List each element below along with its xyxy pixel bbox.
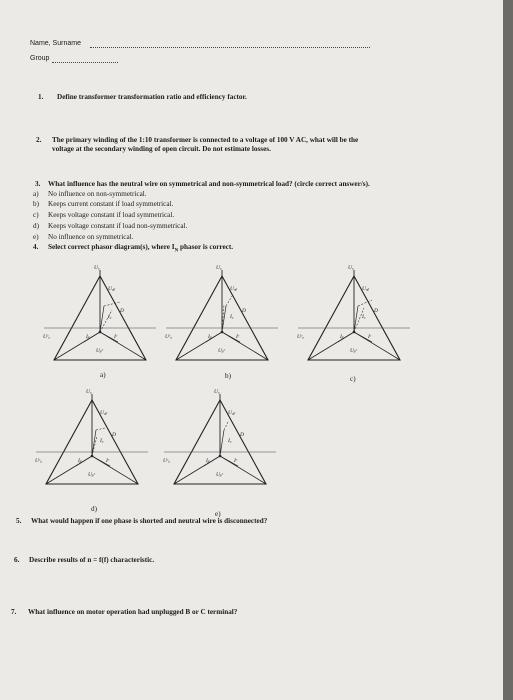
ia-label: Iₐ: [100, 438, 104, 444]
ib-label: Iᵦ: [78, 458, 82, 464]
ubc-label: Uᵦᶜ: [88, 472, 95, 478]
page-edge: [503, 0, 513, 700]
uca-label: Uᶜₐ: [297, 334, 305, 340]
ua-label: Uₐ: [216, 265, 222, 271]
q6-text: Describe results of n = f(f) characteristic.: [29, 556, 155, 564]
q2-text-line2: voltage at the secondary winding of open circuit. Do not estimate losses.: [52, 145, 271, 153]
diagram-b-label: b): [225, 372, 231, 380]
ua-label: Uₐ: [214, 389, 220, 395]
neutral-point: [219, 455, 222, 458]
option-d-letter: d): [33, 222, 39, 230]
q6-number: 6.: [14, 556, 20, 564]
ua-label: Uₐ: [348, 265, 354, 271]
option-a-letter: a): [33, 190, 39, 198]
q2-number: 2.: [36, 136, 42, 144]
in-construction-line: [104, 302, 120, 306]
ia-label: Iₐ: [362, 314, 366, 320]
ic-label: Iᶜ: [236, 334, 240, 340]
option-d-text: Keeps voltage constant if load non-symmetrical.: [48, 222, 188, 230]
d-label: D: [120, 308, 124, 314]
diagram-e-label: e): [215, 510, 221, 518]
d-label: D: [240, 432, 244, 438]
group-label: Group: [30, 55, 50, 62]
uab-label: Uₐᵦ: [100, 410, 108, 416]
q7-text: What influence on motor operation had unplugged B or C terminal?: [28, 608, 238, 616]
phasor-diagram-c[interactable]: [294, 262, 414, 382]
ic-label: Iᶜ: [114, 334, 118, 340]
in-construction-line: [224, 422, 228, 430]
uca-label: Uᶜₐ: [165, 334, 173, 340]
d-label: D: [242, 308, 246, 314]
phasor-diagram-b[interactable]: [162, 262, 282, 382]
diagram-a-label: a): [100, 371, 106, 379]
option-e-text: No influence on symmetrical.: [48, 233, 134, 241]
q7-number: 7.: [11, 608, 17, 616]
phasor-diagram-d[interactable]: [32, 386, 152, 506]
phasor-diagram-a[interactable]: [40, 262, 160, 382]
in-construction-line: [96, 428, 105, 430]
ia-label: Iₐ: [108, 314, 112, 320]
q3-text: What influence has the neutral wire on symmetrical and non-symmetrical load? (circle correct answer/s).: [48, 180, 370, 188]
diagram-d-label: d): [91, 505, 97, 513]
uca-label: Uᶜₐ: [163, 458, 171, 464]
option-a-text: No influence on non-symmetrical.: [48, 190, 147, 198]
ubc-label: Uᵦᶜ: [218, 348, 225, 354]
ib-label: Iᵦ: [340, 334, 344, 340]
uab-label: Uₐᵦ: [230, 286, 238, 292]
neutral-point: [221, 331, 224, 334]
ic-label: Iᶜ: [106, 458, 110, 464]
q4-text: Select correct phasor diagram(s), where $I_N$ phasor is correct.: [48, 243, 234, 254]
ubc-label: Uᵦᶜ: [216, 472, 223, 478]
uca-label: Uᶜₐ: [43, 334, 51, 340]
ib-label: Iᵦ: [206, 458, 210, 464]
d-label: D: [112, 432, 116, 438]
ic-label: Iᶜ: [368, 334, 372, 340]
uab-label: Uₐᵦ: [108, 286, 116, 292]
ic-label: Iᶜ: [234, 458, 238, 464]
q5-text: What would happen if one phase is shorted and neutral wire is disconnected?: [31, 517, 268, 525]
ua-label: Uₐ: [86, 389, 92, 395]
ia-label: Iₐ: [230, 314, 234, 320]
group-line: [52, 62, 118, 63]
uab-label: Uₐᵦ: [362, 286, 370, 292]
ia-label: Iₐ: [228, 438, 232, 444]
neutral-point: [99, 331, 102, 334]
name-surname-line: [90, 47, 370, 48]
ua-label: Uₐ: [94, 265, 100, 271]
q5-number: 5.: [16, 517, 22, 525]
ubc-label: Uᵦᶜ: [350, 348, 357, 354]
ib-label: Iᵦ: [208, 334, 212, 340]
phasor-diagram-e[interactable]: [160, 386, 280, 506]
in-construction-line: [226, 296, 232, 306]
uab-label: Uₐᵦ: [228, 410, 236, 416]
q1-text: Define transformer transformation ratio and efficiency factor.: [57, 93, 247, 101]
q3-number: 3.: [35, 180, 41, 188]
d-label: D: [374, 308, 378, 314]
q2-text: The primary winding of the 1:10 transformer is connected to a voltage of 100 V AC, what will be the: [52, 136, 359, 144]
option-e-letter: e): [33, 233, 39, 241]
diagram-c-label: c): [350, 375, 356, 383]
q1-number: 1.: [38, 93, 44, 101]
option-b-text: Keeps current constant if load symmetrical.: [48, 200, 174, 208]
option-b-letter: b): [33, 200, 39, 208]
option-c-letter: c): [33, 211, 39, 219]
option-c-text: Keeps voltage constant if load symmetrical.: [48, 211, 175, 219]
ib-label: Iᵦ: [86, 334, 90, 340]
neutral-point: [353, 331, 356, 334]
name-surname-label: Name, Surname: [30, 40, 81, 47]
uca-label: Uᶜₐ: [35, 458, 43, 464]
ubc-label: Uᵦᶜ: [96, 348, 103, 354]
q4-number: 4.: [33, 243, 39, 251]
neutral-point: [91, 455, 94, 458]
